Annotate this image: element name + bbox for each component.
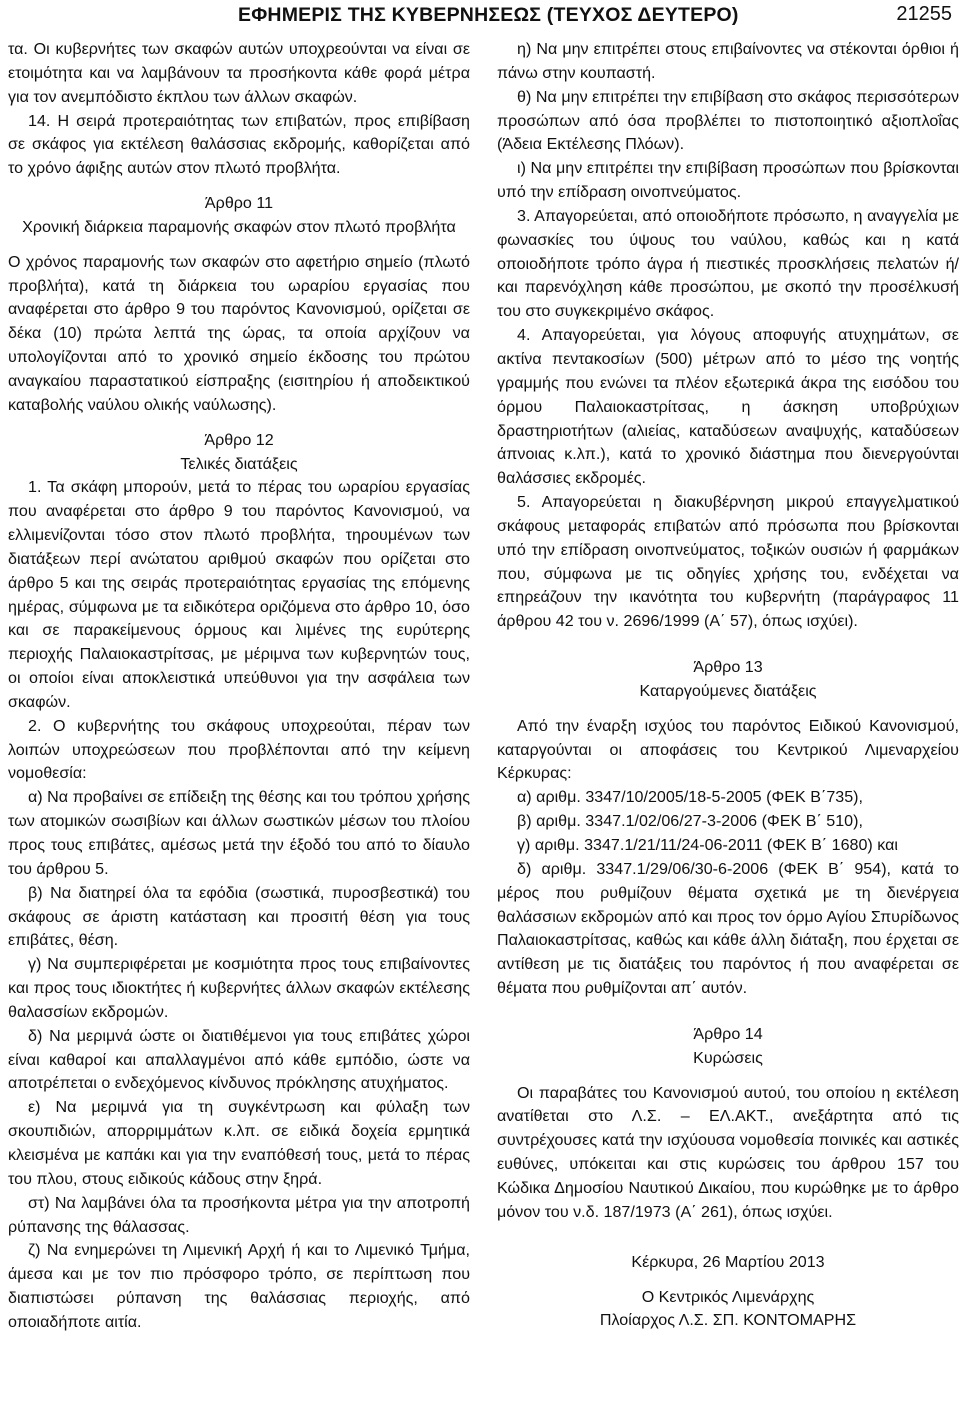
list-item: γ) Να συμπεριφέρεται με κοσμιότητα προς τους επιβαίνοντες και προς τους ιδιοκτήτες ή κυβερνήτες άλλων σκαφών εκτέλεσης θαλασσίων εκδρομών. xyxy=(8,955,470,1021)
article-12-title: Τελικές διατάξεις xyxy=(180,454,298,473)
list-item: ζ) Να ενημερώνει τη Λιμενική Αρχή ή και το Λιμενικό Τμήμα, άμεσα και με τον πιο πρόσφορο τρόπο, σε περίπτωση που διαπιστώσει ρύπανση της θαλάσσιας περιοχής, από οποιαδήποτε αιτία. xyxy=(8,1241,470,1331)
article-14-heading: Άρθρο 14 xyxy=(693,1024,763,1043)
paragraph: 1. Τα σκάφη μπορούν, μετά το πέρας του ωραρίου εργασίας που αναφέρεται στο άρθρο 9 του παρόντος Κανονισμού, να ελλιμενίζονται τόσο στον πλωτό προβλήτα, τηρουμένων των διατάξεων περί ανώτατου αριθμού σκαφών που ορίζεται στο άρθρο 5 και της σειράς προτεραιότητας εργασίας της επόμενης ημέρας, σύμφωνα με τα ειδικότερα οριζόμενα στο άρθρο 10, όσο και σε παρακείμενους όρμους και λιμένες της ευρύτερης περιοχής Παλαιοκαστρίτσας, με μέριμνα των κυβερνητών τους, οι οποίοι είναι αποκλειστικά υπεύθυνοι για την ασφάλεια των σκαφών. xyxy=(8,478,470,711)
list-item: δ) αριθμ. 3347.1/29/06/30-6-2006 (ΦΕΚ Β΄ 954), κατά το μέρος που ρυθμίζουν θέματα σχετικά με τη διενέργεια θαλάσσιων εκδρομών από και προς τον όρμο Αγίου Σπυρίδωνος Παλαιοκαστρίτσας, καθώς και κάθε άλλη διάταξη, που έρχεται σε αντίθεση με τις διατάξεις του παρόντος ή που αναφέρεται σε θέματα που ρυθμίζονται απ΄ αυτόν. xyxy=(497,859,959,998)
list-item: θ) Να μην επιτρέπει την επιβίβαση στο σκάφος περισσότερων προσώπων από όσα προβλέπει το πιστοποιητικό αξιοπλοΐας (Άδεια Εκτέλεσης Πλόων). xyxy=(497,87,959,154)
list-item: ε) Να μεριμνά για τη συγκέντρωση και φύλαξη των σκουπιδιών, απορριμμάτων κ.λπ. σε ειδικά δοχεία ερμητικά κλεισμένα με καπάκι και για την εναπόθεσή τους, μετά το πέρας του πλου, στους ειδικούς κάδους στην ξηρά. xyxy=(8,1098,470,1188)
article-13-heading: Άρθρο 13 xyxy=(693,658,763,677)
signatory-name: Πλοίαρχος Λ.Σ. ΣΠ. ΚΟΝΤΟΜΑΡΗΣ xyxy=(599,1311,857,1330)
page-header xyxy=(0,0,960,34)
place-date: Κέρκυρα, 26 Μαρτίου 2013 xyxy=(631,1252,825,1271)
article-11-title: Χρονική διάρκεια παραμονής σκαφών στον πλωτό προβλήτα xyxy=(22,217,456,236)
list-item: η) Να μην επιτρέπει στους επιβαίνοντες να στέκονται όρθιοι ή πάνω στην κουπαστή. xyxy=(497,40,959,82)
list-item: α) Να προβαίνει σε επίδειξη της θέσης και του τρόπου χρήσης των ατομικών σωσιβίων και άλλων σωστικών μέσων του πλοίου προς τους επιβάτες, αμέσως μετά την έξοδό του από το δίαυλο του άρθρου 5. xyxy=(8,788,470,878)
paragraph: 2. Ο κυβερνήτης του σκάφους υποχρεούται, πέραν των λοιπών υποχρεώσεων που προβλέπονται από την κείμενη νομοθεσία: xyxy=(8,716,470,783)
paragraph: 3. Απαγορεύεται, από οποιοδήποτε πρόσωπο, η αναγγελία με φωνασκίες του ύψους του ναύλου, καθώς και η κατά οποιοδήποτε τρόπο άγρα ή πιεστικές προσκλήσεις πελατών ή/και παρενόχληση κάθε προσώπου, με σκοπό την προσέλκυσή του στο συγκεκριμένο σκάφος. xyxy=(497,206,959,321)
left-column xyxy=(8,38,470,1335)
list-item: β) αριθμ. 3347.1/02/06/27-3-2006 (ΦΕΚ Β΄ 510), xyxy=(517,812,863,831)
paragraph: 14. Η σειρά προτεραιότητας των επιβατών, προς επιβίβαση σε σκάφος για εκτέλεση θαλάσσιας εκδρομής, καθορίζεται από το χρόνο άφιξης αυτών στον πλωτό προβλήτα. xyxy=(8,111,470,178)
paragraph: Οι παραβάτες του Κανονισμού αυτού, του οποίου η εκτέλεση ανατίθεται στο Λ.Σ. – ΕΛ.ΑΚΤ., ανεξάρτητα από τις συντρέχουσες κατά την ισχύουσα νομοθεσία ποινικές και αστικές ευθύνες, υπόκειται και στις κυρώσεις του άρθρου 157 του Κώδικα Δημοσίου Ναυτικού Δικαίου, που κυρώθηκε με το άρθρο μόνον του ν.δ. 187/1973 (Α΄ 261), όπως ισχύει. xyxy=(497,1083,959,1221)
article-14-title: Κυρώσεις xyxy=(693,1048,763,1067)
paragraph: 4. Απαγορεύεται, για λόγους αποφυγής ατυχημάτων, σε ακτίνα πεντακοσίων (500) μέτρων από το μέσο της νοητής γραμμής που ενώνει τα πλέον εξωτερικά άκρα της εισόδου του όρμου Παλαιοκαστρίτσας, η άσκηση υποβρύχιων δραστηριοτήτων (αλιείας, καταδύσεων αναψυχής, καταδύσεων άπνοιας κ.λπ.), κατά το χρονικό διάστημα που διενεργούνται θαλάσσιες εκδρομές. xyxy=(497,326,959,488)
article-12-heading: Άρθρο 12 xyxy=(204,430,274,449)
paragraph: Από την έναρξη ισχύος του παρόντος Ειδικού Κανονισμού, καταργούνται οι αποφάσεις του Κεντρικού Λιμεναρχείου Κέρκυρας: xyxy=(497,716,959,783)
signatory-title: Ο Κεντρικός Λιμενάρχης xyxy=(641,1287,815,1306)
list-item: α) αριθμ. 3347/10/2005/18-5-2005 (ΦΕΚ Β΄735), xyxy=(517,788,864,807)
paragraph: Ο χρόνος παραμονής των σκαφών στο αφετήριο σημείο (πλωτό προβλήτα), κατά τη διάρκεια του ωραρίου εργασίας που αναφέρεται στο άρθρο 9 του παρόντος Κανονισμού, ορίζεται σε δέκα (10) πρώτα λεπτά της ώρας, τα οποία αρχίζουν να υπολογίζονται από το χρονικό σημείο έκδοσης του πρώτου αναγκαίου παραστατικού είσπραξης (εισιτηρίου ή αποδεικτικού καταβολής ναύλου ολικής ναύλωσης). xyxy=(8,252,470,414)
paragraph: 5. Απαγορεύεται η διακυβέρνηση μικρού επαγγελματικού σκάφους μεταφοράς επιβατών από πρόσωπα που βρίσκονται υπό την επίδραση οινοπνεύματος, τοξικών ουσιών ή φαρμάκων που, σύμφωνα με τις οδηγίες χρήσης του, ενδέχεται να επηρεάζουν την ικανότητα του κυβερνήτη (παράγραφος 11 άρθρου 42 του ν. 2696/1999 (Α΄ 57), όπως ισχύει). xyxy=(497,493,959,631)
list-item: γ) αριθμ. 3347.1/21/11/24-06-2011 (ΦΕΚ Β΄ 1680) και xyxy=(517,836,898,854)
gazette-title: ΕΦΗΜΕΡΙΣ ΤΗΣ ΚΥΒΕΡΝΗΣΕΩΣ (ΤΕΥΧΟΣ ΔΕΥΤΕΡΟ) xyxy=(238,4,739,26)
list-item: β) Να διατηρεί όλα τα εφόδια (σωστικά, πυροσβεστικά) του σκάφους σε άριστη κατάσταση και προσιτή θέση για τους επιβάτες, θέση. xyxy=(8,883,470,950)
right-column xyxy=(497,38,959,1333)
list-item: δ) Να μεριμνά ώστε οι διατιθέμενοι για τους επιβάτες χώροι είναι καθαροί και απαλλαγμένοι από κάθε εμπόδιο, ώστε να αποτρέπεται ο ενδεχόμενος κίνδυνος πρόκλησης ατυχήματος. xyxy=(8,1026,470,1093)
paragraph: τα. Οι κυβερνήτες των σκαφών αυτών υποχρεούνται να είναι σε ετοιμότητα και να λαμβάνουν τα προσήκοντα κάθε φορά μέτρα για τον ανεμπόδιστο έκπλου των άλλων σκαφών. xyxy=(8,40,470,106)
list-item: στ) Να λαμβάνει όλα τα προσήκοντα μέτρα για την αποτροπή ρύπανσης της θάλασσας. xyxy=(8,1193,470,1236)
article-11-heading: Άρθρο 11 xyxy=(204,194,274,213)
page-number: 21255 xyxy=(896,3,952,25)
list-item: ι) Να μην επιτρέπει την επιβίβαση προσώπων που βρίσκονται υπό την επίδραση οινοπνεύματος. xyxy=(497,159,959,202)
article-13-title: Καταργούμενες διατάξεις xyxy=(639,681,817,700)
